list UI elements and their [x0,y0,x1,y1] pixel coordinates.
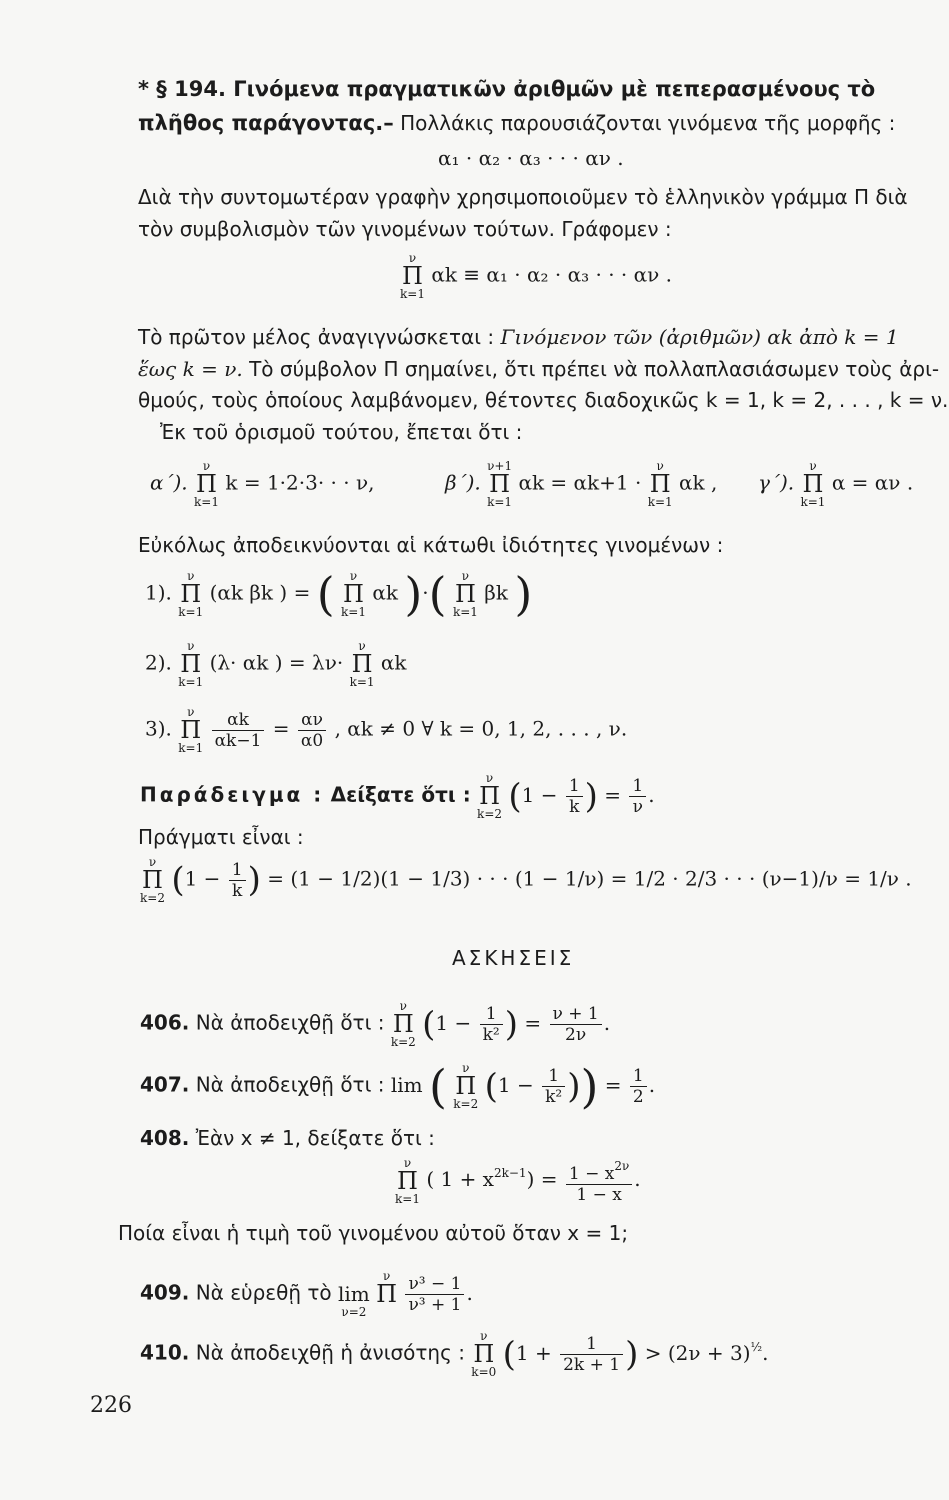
product-operator: ν Π k=0 [471,1329,497,1379]
product-operator: ν Π [376,1269,398,1308]
paragraph-1-line-1: Διὰ τὴν συντομωτέραν γραφὴν χρησιμοποιοῦμεν τὸ ἑλληνικὸν γράμμα Π διὰ [138,185,908,209]
exercise-408-formula: ν Π k=1 ( $1 + x^{2k-1}$) = $\frac{1 - x^{2\nu}}{1 - x}$ . [395,1155,641,1206]
product-operator: ν Π k=1 [400,251,425,301]
definition-expression: αk ≡ α₁ · α₂ · α₃ · · · αν . [431,262,673,287]
exercise-408-question: Ποία εἶναι ἡ τιμὴ τοῦ γινομένου αὐτοῦ ὅταν x = 1; [118,1221,629,1245]
paragraph-3: Εὐκόλως ἀποδεικνύονται αἱ κάτωθι ἰδιότητες γινομένων : [138,533,724,557]
product-operator: ν Π k=1 [194,459,219,509]
paragraph-1-line-2: τὸν συμβολισμὸν τῶν γινομένων τούτων. Γράφομεν : [138,217,672,241]
exercise-408: 408. Ἐὰν x ≠ 1, δείξατε ὅτι : [140,1126,435,1150]
product-operator: ν Π k=2 [140,855,165,905]
paragraph-2-line-4: Ἐκ τοῦ ὁρισμοῦ τούτου, ἔπεται ὅτι : [160,420,523,444]
exercise-410: 410. Νὰ ἀποδειχθῇ ἡ ἀνισότης : ν Π k=0 (1 + $\frac{1}{2k + 1}$ ) > $(2\nu + 3)^{\frac{1}{2}}$. [140,1329,769,1379]
property-a: α΄). ν Π k=1 k = 1·2·3· · · ν, [150,459,375,509]
paragraph-2-line-3: θμούς, τοὺς ὁποίους λαμβάνομεν, θέτοντες διαδοχικῶς k = 1, k = 2, . . . , k = ν. [138,388,949,412]
product-operator: ν Π k=1 [178,569,204,619]
identity-1: 1). ν Π k=1 (αk βk ) = ( ν Π k=1 αk )·( ν Π k=1 βk ) [145,567,533,621]
intro-line [138,108,938,138]
product-operator: ν Π k=1 [395,1155,420,1206]
product-operator: ν Π k=1 [341,569,366,619]
product-operator: ν Π k=2 [453,1061,479,1111]
proof-intro: Πράγματι εἶναι : [138,825,304,849]
product-operator: ν Π k=1 [178,705,204,755]
product-operator: ν Π k=1 [452,569,478,619]
identity-3: 3). ν Π k=1 $\frac{\alpha k}{\alpha k-1}$ = $\frac{\alpha\nu}{\alpha 0}$ , αk ≠ 0 ∀ k = 0, 1, 2, . . . , ν. [145,705,628,755]
intro-text: Πολλάκις παρουσιάζονται γινόμενα τῆς μορφῆς : [400,111,896,135]
product-operator: ν+1 Π k=1 [487,459,513,509]
section-heading-cont: πλῆθος παράγοντας.– [138,111,394,135]
example-label: Παράδειγμα : [140,782,325,807]
property-b: β΄). ν+1 Π k=1 αk = αk+1 · ν Π k=1 αk , [445,459,718,509]
exercise-409: 409. Νὰ εὑρεθῇ τὸ lim ν=2 ν Π $\frac{\text{ν³ − 1}}{\text{ν³ + 1}}$ . [140,1269,473,1319]
product-operator: ν Π k=1 [178,639,204,689]
product-operator: ν Π k=1 [800,459,826,509]
paragraph-2-line-1: Τὸ πρῶτον μέλος ἀναγιγνώσκεται : Γινόμενον τῶν (ἀριθμῶν) αk ἀπὸ k = 1 [138,325,899,349]
product-operator: ν Π k=2 [477,771,503,821]
property-c: γ΄). ν Π k=1 α = αν . [758,459,914,509]
product-operator: ν Π k=2 [390,999,416,1049]
ratio-fraction: $\frac{\alpha k}{\alpha k-1}$ [212,710,265,751]
page-number: 226 [90,1393,132,1418]
product-operator: ν Π k=1 [349,639,375,689]
exercises-heading: ΑΣΚΗΣΕΙΣ [452,946,575,970]
section-heading: * § 194. Γινόμενα πραγματικῶν ἀριθμῶν μὲ πεπερασμένους τὸ [138,77,876,101]
definition-formula [400,252,672,300]
identity-2: 2). ν Π k=1 (λ· αk ) = λν· ν Π k=1 αk [145,639,407,689]
exercise-407: 407. Νὰ ἀποδειχθῇ ὅτι : lim ( ν Π k=2 (1 − $\frac{1}{\text{k²}}$ )) = $\frac{1}{2}$ . [140,1059,656,1113]
lim-operator: lim ν=2 [338,1282,370,1319]
product-form: α₁ · α₂ · α₃ · · · αν . [438,146,624,170]
product-operator: ν Π k=1 [647,459,673,509]
exercise-406: 406. Νὰ ἀποδειχθῇ ὅτι : ν Π k=2 (1 − $\frac{1}{\text{k²}}$ ) = $\frac{\nu + 1}{2\nu}$ . [140,999,611,1049]
paragraph-2-line-2: ἕως k = ν. Τὸ σύμβολον Π σημαίνει, ὅτι πρέπει νὰ πολλαπλασιάσωμεν τοὺς ἀρι- [138,357,940,381]
ratio-result-fraction: $\frac{\alpha\nu}{\alpha 0}$ [298,710,326,751]
example-line: Παράδειγμα : Δείξατε ὅτι : ν Π k=2 (1 − $\frac{1}{k}$ ) = $\frac{1}{\nu}$ . [140,771,655,821]
proof-equation: ν Π k=2 (1 − $\frac{1}{k}$ ) = (1 − 1/2)(1 − 1/3) · · · (1 − 1/ν) = 1/2 · 2/3 · · · (ν−1)/ν = 1/ν . [140,855,912,905]
section-heading-line [138,74,938,104]
